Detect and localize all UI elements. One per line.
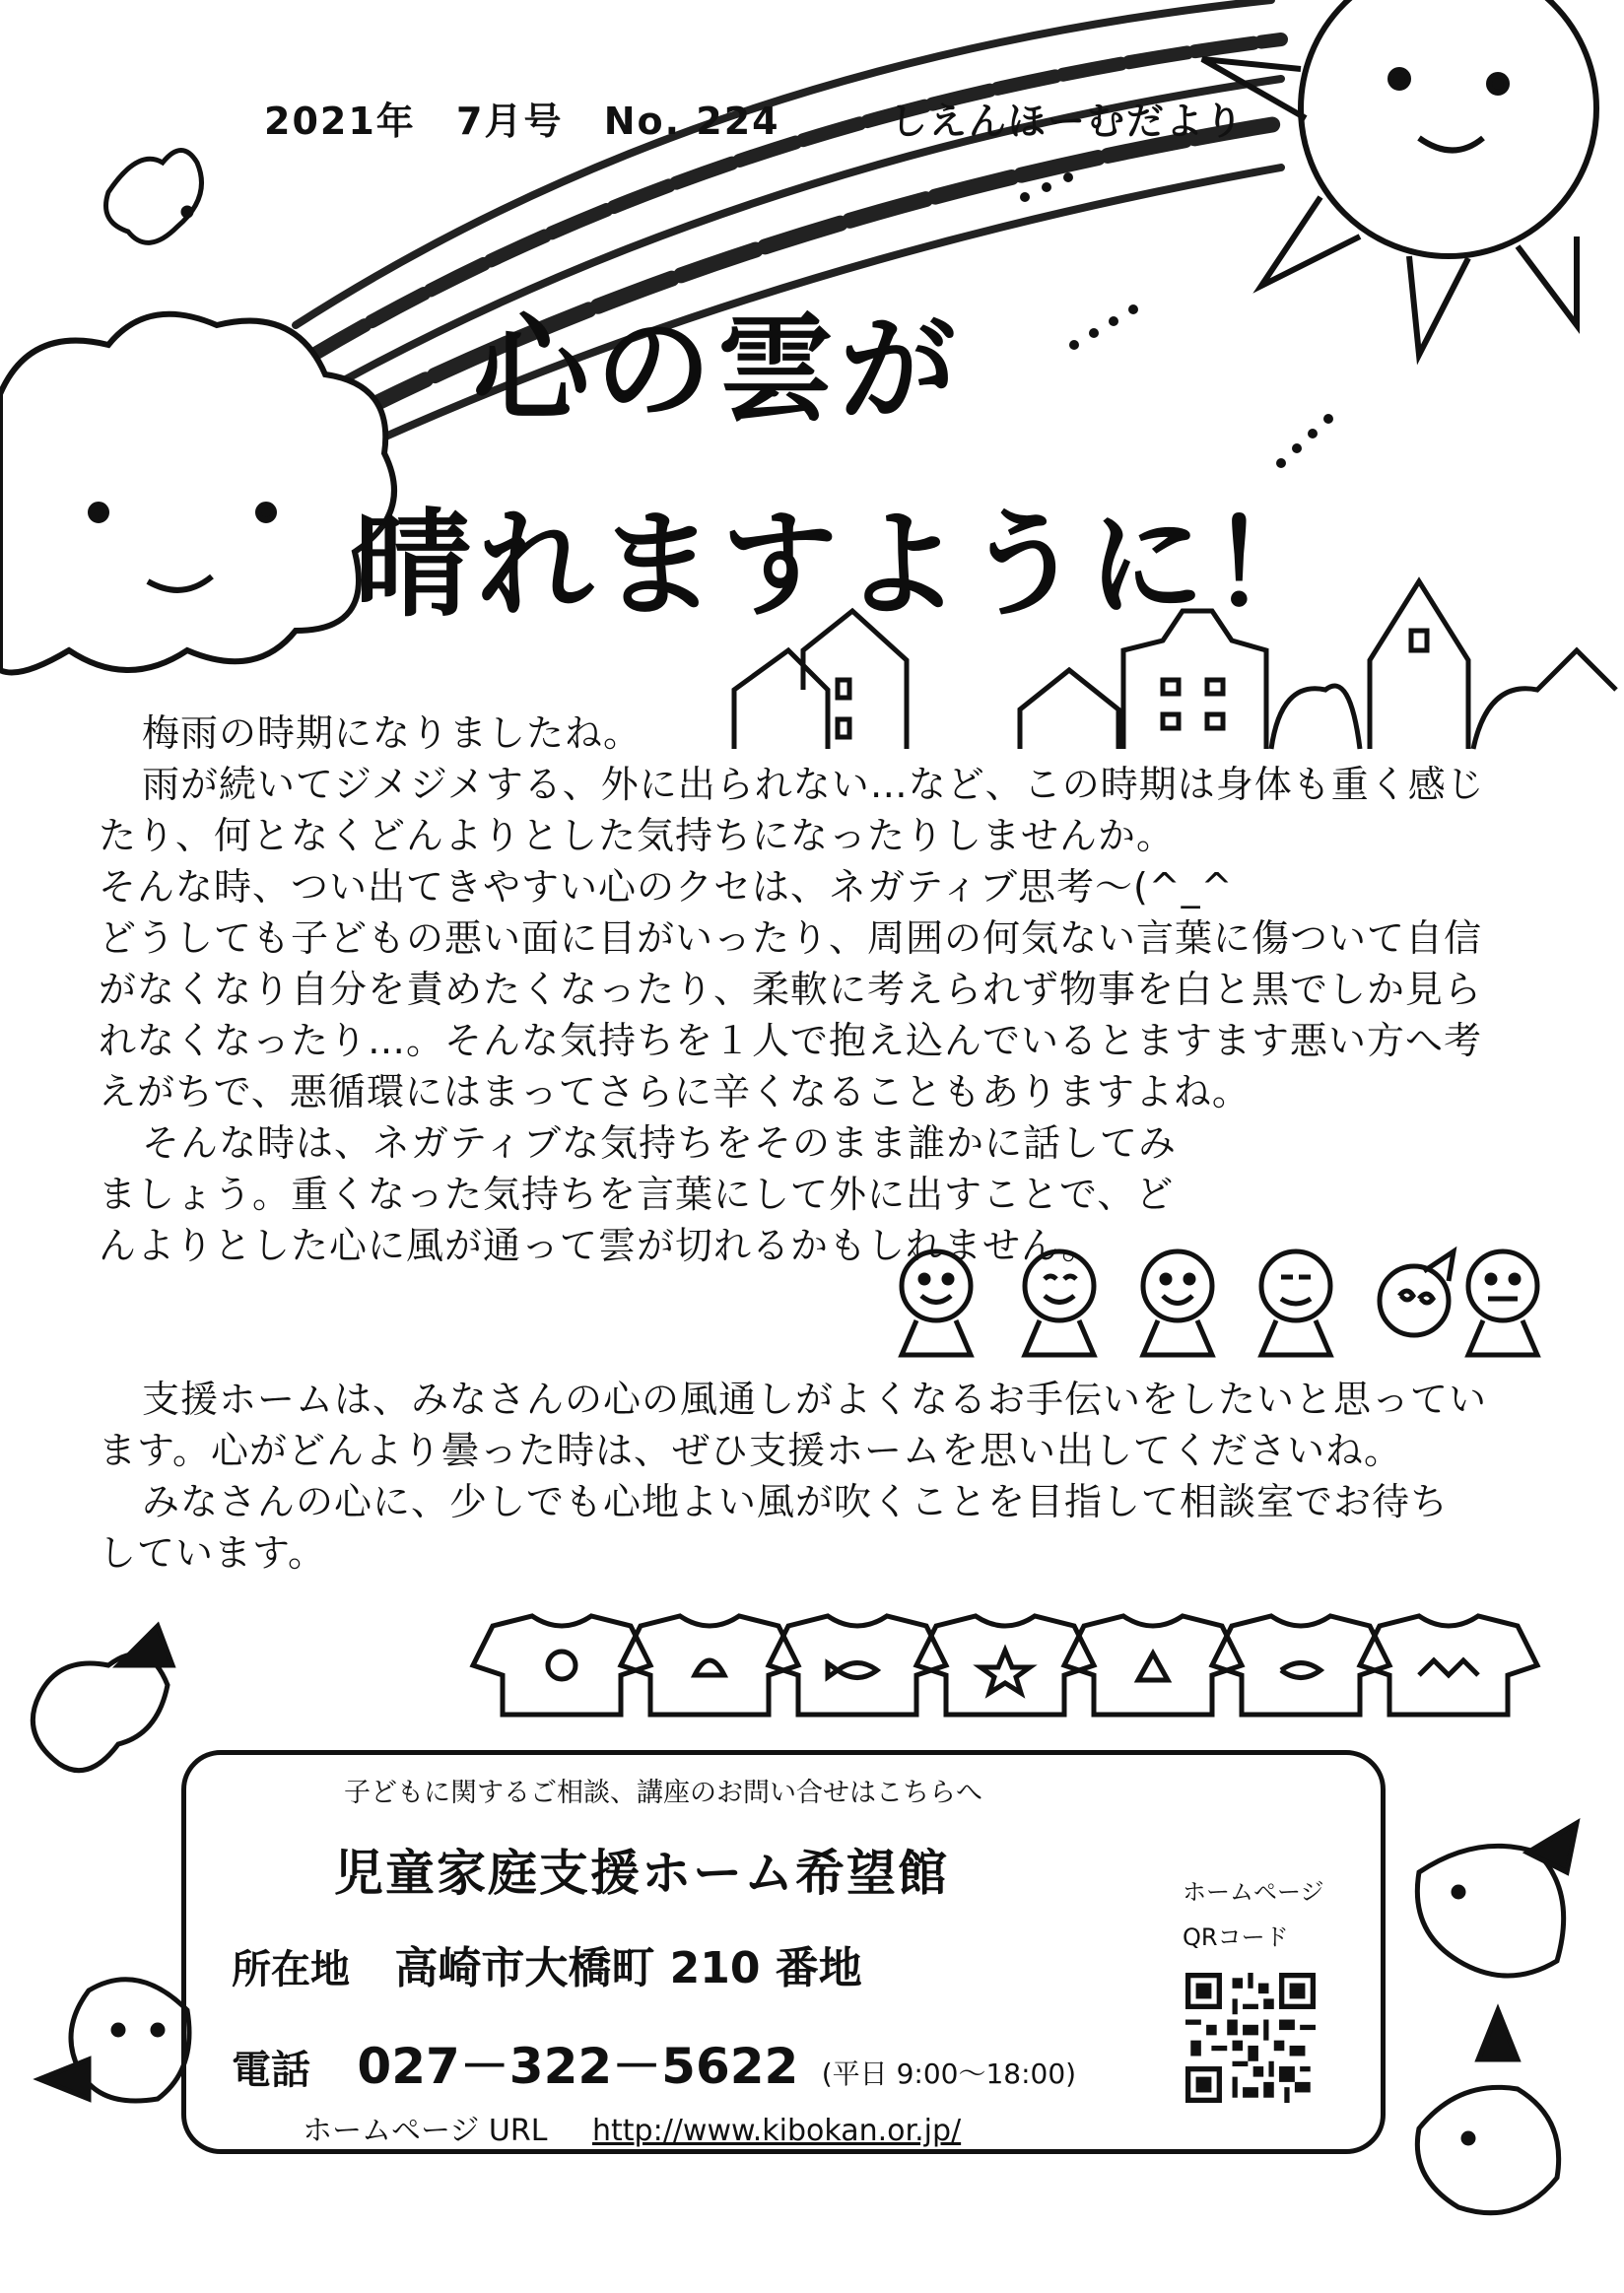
business-hours: (平日 9:00～18:00) xyxy=(821,2057,1077,2090)
bird-icon xyxy=(39,1980,189,2101)
qr-code-icon[interactable] xyxy=(1185,1973,1316,2103)
bird-icon xyxy=(33,1626,172,1771)
header-year: 2021年 xyxy=(264,100,416,143)
phone-row xyxy=(232,2027,1076,2098)
qr-label-line-2: QRコード xyxy=(1183,1923,1289,1951)
headline-line-2: 晴れますように！ xyxy=(355,497,1333,633)
url-label: ホームページ URL xyxy=(303,2114,548,2148)
address-row xyxy=(232,1932,862,1995)
bird-icon xyxy=(1417,1823,1577,1976)
cloud-icon xyxy=(0,314,394,673)
paragraph-6: みなさんの心に、少しでも心地よい風が吹くことを目指して相談室でお待ちしています。 xyxy=(99,1480,1450,1575)
sun-icon xyxy=(1202,0,1596,355)
organization-name: 児童家庭支援ホーム希望館 xyxy=(334,1845,949,1902)
headline-line-1: 心の雲が xyxy=(473,302,963,438)
tshirt-row xyxy=(473,1616,1537,1715)
homepage-link[interactable]: http://www.kibokan.or.jp/ xyxy=(592,2114,962,2148)
phone-label: 電話 xyxy=(232,2048,310,2093)
bird-icon xyxy=(106,151,202,243)
address-value: 高崎市大橋町 210 番地 xyxy=(394,1943,862,1993)
address-label: 所在地 xyxy=(232,1947,350,1992)
article-body xyxy=(99,708,1498,1271)
article-body-lower xyxy=(99,1374,1498,1579)
paragraph-3b: どうしても子どもの悪い面に目がいったり、周囲の何気ない言葉に傷ついて自信がなくなり自分を責めたくなったり、柔軟に考えられず物事を白と黒でしか見られなくなったり…。そんな気持ちを１人で抱え込んでいるとますます悪い方へ考えがちで、悪循環にはまってさらに辛くなることもありますよね。 xyxy=(99,916,1483,1113)
qr-label-line-1: ホームページ xyxy=(1183,1878,1324,1906)
paragraph-1: 梅雨の時期になりましたね。 xyxy=(142,711,643,755)
newsletter-title: しえんほーむだより xyxy=(889,100,1245,143)
phone-number: 027－322－5622 xyxy=(357,2038,799,2095)
paragraph-2: 雨が続いてジメジメする、外に出られない…など、この時期は身体も重く感じたり、何となくどんよりとした気持ちになったりしませんか。 xyxy=(99,763,1485,857)
newsletter-header xyxy=(264,91,1270,145)
bird-icon xyxy=(1417,2010,1558,2213)
paragraph-5: 支援ホームは、みなさんの心の風通しがよくなるお手伝いをしたいと思っています。心がどんより曇った時は、ぜひ支援ホームを思い出してくださいね。 xyxy=(99,1378,1488,1472)
contact-intro: 子どもに関するご相談、講座のお問い合せはこちらへ xyxy=(344,1778,982,1808)
paragraph-3a: そんな時、つい出てきやすい心のクセは、ネガティブ思考～(^_^ xyxy=(99,865,1234,909)
header-issue-number: No. 224 xyxy=(603,100,780,143)
url-row xyxy=(303,2106,961,2149)
header-month: 7月号 xyxy=(456,100,564,143)
paragraph-4: そんな時は、ネガティブな気持ちをそのまま誰かに話してみましょう。重くなった気持ちを言葉にして外に出すことで、どんよりとした心に風が通って雲が切れるかもしれません。 xyxy=(99,1121,1177,1267)
